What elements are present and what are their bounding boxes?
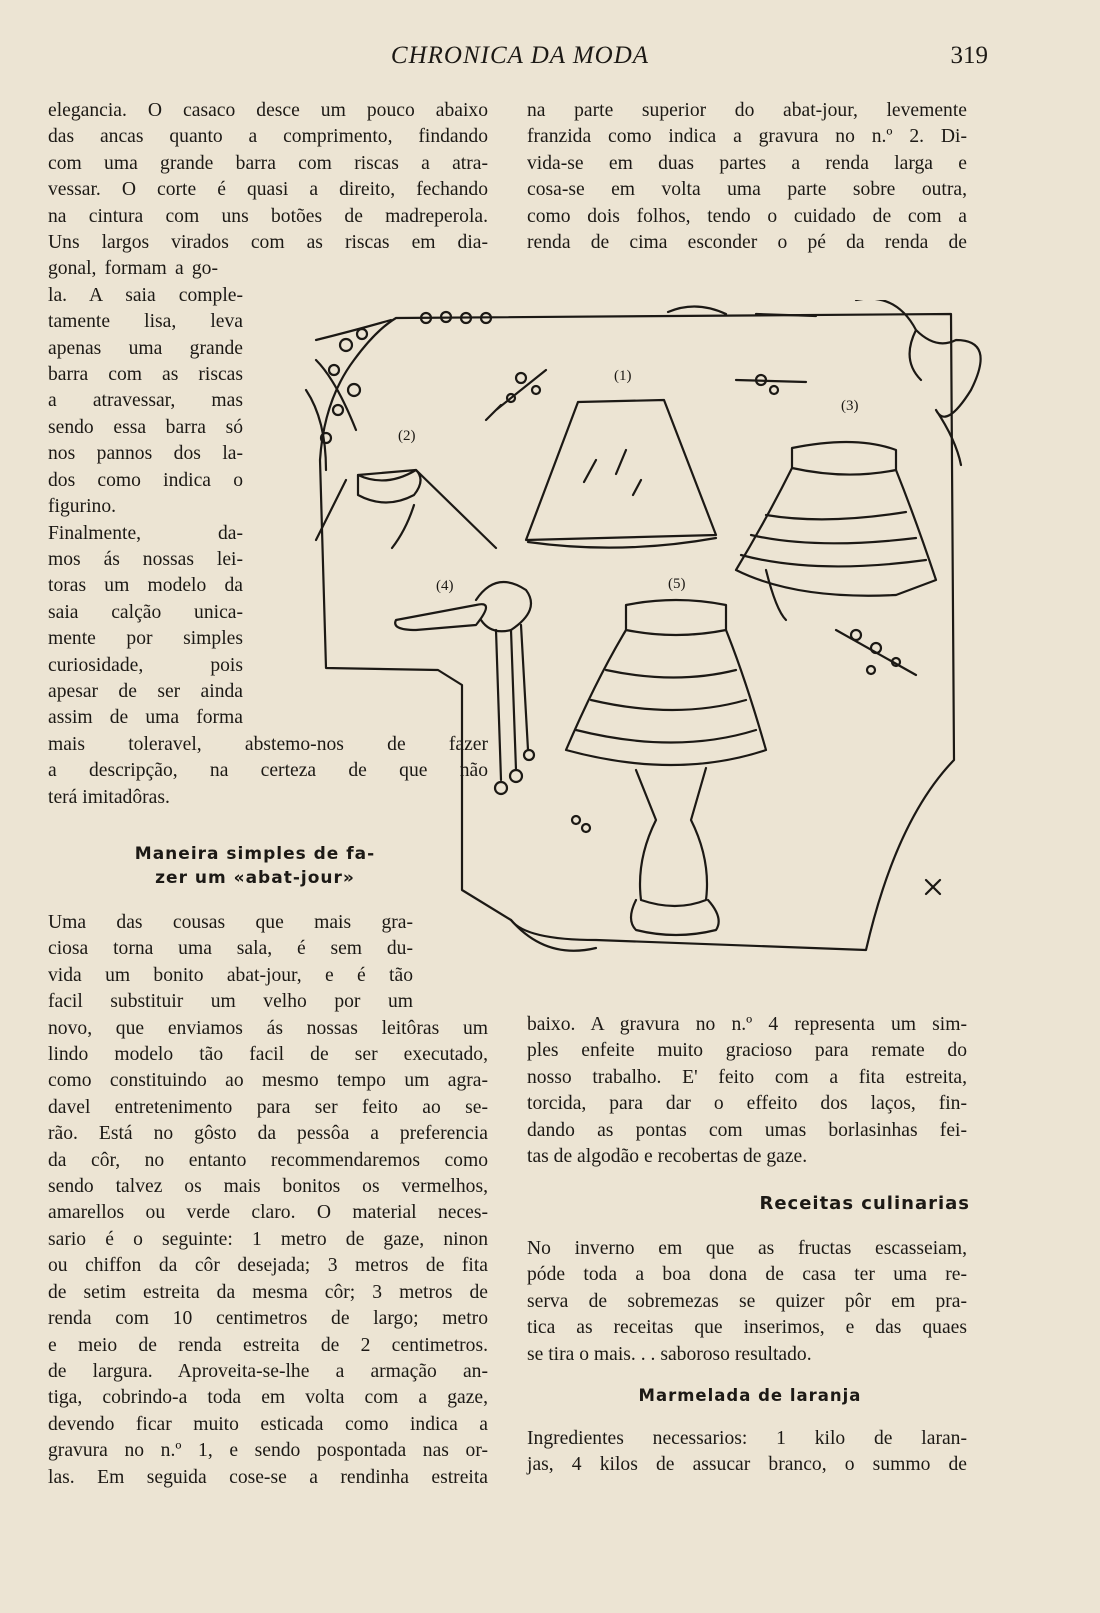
text-line: na cintura com uns botões de madreperola.	[48, 205, 488, 227]
text-line: las. Em seguida cose-se a rendinha estreita	[48, 1466, 488, 1488]
text-line: vida um bonito abat-jour, e é tão	[48, 964, 413, 986]
text-line: figurino.	[48, 496, 117, 518]
text-line: na parte superior do abat-jour, levemente	[527, 100, 967, 121]
right-column-top-text	[527, 98, 967, 256]
text-line: de setim estreita da mesma côr; 3 metros de	[48, 1281, 488, 1303]
text-line: das ancas quanto a comprimento, findando	[48, 126, 488, 148]
text-line: mos ás nossas lei-	[48, 548, 243, 570]
text-line: tas de algodão e recobertas de gaze.	[527, 1146, 808, 1168]
heading-line: Maneira simples de fa-	[134, 844, 376, 864]
lampshade-plain-drawing	[526, 400, 716, 540]
text-line: mais toleravel, abstemo-nos de fazer	[48, 733, 488, 755]
text-line: apesar de ser ainda	[48, 680, 243, 702]
text-line: gonal, formam a go-	[48, 258, 218, 280]
text-line: assim de uma forma	[48, 707, 243, 729]
text-line: Uma das cousas que mais gra-	[48, 912, 413, 933]
subheading-marmelada: Marmelada de laranja	[638, 1386, 862, 1405]
text-line: se tira o mais. . . saboroso resultado.	[527, 1343, 812, 1365]
text-line: de largura. Aproveita-se-lhe a armação an-	[48, 1360, 488, 1382]
text-line: sendo essa barra só	[48, 416, 243, 438]
text-line: rão. Está no gôsto da pessôa a preferencia	[48, 1123, 488, 1145]
text-line: dos como indica o	[48, 469, 243, 491]
figure-label-1: (1)	[614, 368, 632, 384]
ribbon-bow-icon	[668, 300, 981, 465]
text-line: como constituindo ao mesmo tempo um agra-	[48, 1070, 488, 1092]
text-line: baixo. A gravura no n.º 4 representa um sim-	[527, 1014, 967, 1035]
text-line: torcida, para dar o effeito dos laços, fin-	[527, 1093, 967, 1115]
text-line: ciosa torna uma sala, é sem du-	[48, 938, 413, 960]
heading-line: zer um «abat-jour»	[155, 868, 355, 888]
text-line: tiga, cobrindo-a toda em volta com a gaze,	[48, 1387, 488, 1409]
floral-garland-icon	[306, 312, 491, 470]
text-line: devendo ficar muito esticada como indica a	[48, 1413, 488, 1435]
text-line: terá imitadôras.	[48, 786, 170, 808]
text-line: apenas uma grande	[48, 337, 243, 359]
text-line: gravura no n.º 1, e sendo pospontada nas or-	[48, 1440, 488, 1462]
text-line: renda de cima esconder o pé da renda de	[527, 232, 967, 254]
text-line: vida-se em duas partes a renda larga e	[527, 152, 967, 174]
text-line: No inverno em que as fructas escasseiam,	[527, 1238, 967, 1259]
text-line: como dois folhos, tendo o cuidado de com a	[527, 205, 967, 227]
figure-label-3: (3)	[841, 398, 859, 414]
figure-label-2: (2)	[398, 428, 416, 444]
text-line: saia calção unica-	[48, 601, 243, 623]
text-line: Ingredientes necessarios: 1 kilo de laran-	[527, 1428, 967, 1449]
page-number: 319	[950, 42, 988, 69]
text-line: nosso trabalho. E' feito com a fita estreita,	[527, 1066, 967, 1088]
text-line: da côr, no entanto recommendaremos como	[48, 1149, 488, 1171]
right-column-bottom-text	[527, 1426, 967, 1479]
running-head-title: CHRONICA DA MODA	[390, 42, 650, 69]
lampshade-frilled-drawing	[736, 442, 936, 620]
text-line: tamente lisa, leva	[48, 311, 243, 333]
text-line: dando as pontas com umas borlasinhas fei-	[527, 1119, 967, 1141]
ribbon-ornament-drawing	[395, 582, 534, 794]
text-line: mente por simples	[48, 628, 243, 650]
text-line: ou chiffon da côr desejada; 3 metros de fita	[48, 1255, 488, 1277]
text-line: vessar. O corte é quasi a direito, fechando	[48, 179, 488, 201]
text-line: póde toda a boa dona de casa ter uma re-	[527, 1264, 967, 1286]
lampshade-lace-rim-drawing	[316, 470, 496, 548]
text-line: barra com as riscas	[48, 364, 243, 386]
text-line: com uma grande barra com riscas a atra-	[48, 152, 488, 174]
text-line: amarellos ou verde claro. O material neces-	[48, 1202, 488, 1224]
text-line: lindo modelo tão facil de ser executado,	[48, 1044, 488, 1066]
section-heading-receitas: Receitas culinarias	[759, 1193, 970, 1214]
text-line: franzida como indica a gravura no n.º 2. Di-	[527, 126, 967, 148]
figure-label-5: (5)	[668, 576, 686, 592]
text-line: jas, 4 kilos de assucar branco, o summo de	[527, 1454, 967, 1476]
text-line: e meio de renda estreita de 2 centimetros.	[48, 1334, 488, 1356]
text-line: novo, que enviamos ás nossas leitôras um	[48, 1017, 488, 1039]
text-line: elegancia. O casaco desce um pouco abaixo	[48, 100, 488, 121]
text-line: ples enfeite muito gracioso para remate do	[527, 1040, 967, 1062]
text-line: renda com 10 centimetros de largo; metro	[48, 1308, 488, 1330]
text-line: a descripção, na certeza de que não	[48, 760, 488, 782]
right-column-middle-text	[527, 1012, 967, 1170]
text-line: Finalmente, da-	[48, 522, 243, 544]
text-line: curiosidade, pois	[48, 654, 243, 676]
text-line: cosa-se em volta uma parte sobre outra,	[527, 179, 967, 201]
text-line: sendo talvez os mais bonitos os vermelhos,	[48, 1176, 488, 1198]
text-line: Uns largos virados com as riscas em dia-	[48, 232, 488, 254]
text-line: sario é o seguinte: 1 metro de gaze, ninon	[48, 1228, 488, 1250]
lampshade-finished-lamp-drawing	[566, 600, 766, 935]
text-line: davel entretenimento para ser feito ao se-	[48, 1096, 488, 1118]
text-line: toras um modelo da	[48, 575, 243, 597]
lampshade-illustration	[296, 300, 996, 1000]
text-line: serva de sobremezas se quizer pôr em pra-	[527, 1290, 967, 1312]
right-column-receitas-text	[527, 1236, 967, 1368]
text-line: facil substituir um velho por um	[48, 991, 413, 1013]
text-line: nos pannos dos la-	[48, 443, 243, 465]
figure-label-4: (4)	[436, 578, 454, 594]
text-line: la. A saia comple-	[48, 284, 243, 306]
text-line: tica as receitas que inserimos, e das quaes	[527, 1317, 967, 1339]
text-line: a atravessar, mas	[48, 390, 243, 412]
